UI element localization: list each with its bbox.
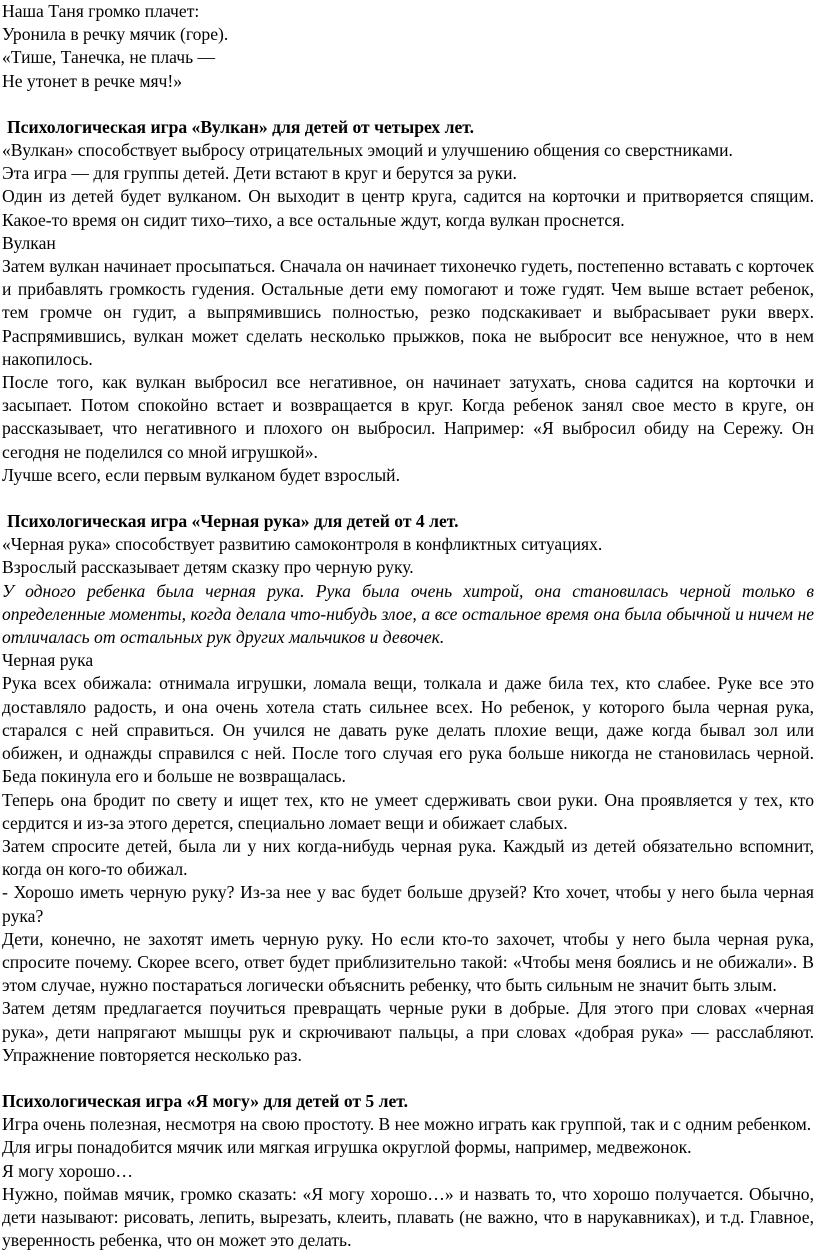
section-black-hand	[2, 510, 814, 1067]
paragraph: Я могу хорошо…	[2, 1160, 133, 1181]
section-heading: Психологическая игра «Черная рука» для детей от 4 лет.	[7, 511, 459, 532]
paragraph: Взрослый рассказывает детям сказку про черную руку.	[2, 557, 414, 578]
poem-line: Наша Таня громко плачет:	[2, 1, 200, 21]
paragraph: Один из детей будет вулканом. Он выходит в центр круга, садится на корточки и притворяется спящим. Какое-то время он сидит тихо–тихо, а все остальные ждут, когда вулкан проснется.	[2, 186, 814, 230]
poem-line: «Тише, Танечка, не плачь —	[2, 47, 216, 68]
spacer	[2, 487, 814, 510]
poem-line: Не утонет в речке мяч!»	[2, 70, 183, 91]
section-heading: Психологическая игра «Вулкан» для детей от четырех лет.	[7, 116, 475, 137]
section-heading: Психологическая игра «Я могу» для детей от 5 лет.	[2, 1090, 409, 1111]
tale-paragraph: У одного ребенка была черная рука. Рука была очень хитрой, она становилась черной только в определенные моменты, когда делала что-нибудь злое, а все остальное время она была обычной и ничем не отличалась от остальных рук других мальчиков и девочек.	[2, 580, 814, 648]
paragraph: Дети, конечно, не захотят иметь черную руку. Но если кто-то захочет, чтобы у него была черная рука, спросите почему. Скорее всего, ответ будет приблизительно такой: «Чтобы меня боялись и не обижали». В этом случае, нужно постараться логически объяснить ребенку, что быть сильным не значит быть злым.	[2, 928, 814, 996]
paragraph: Черная рука	[2, 650, 94, 671]
paragraph: Вулкан	[2, 232, 56, 253]
paragraph: «Вулкан» способствует выбросу отрицательных эмоций и улучшению общения со сверстниками.	[2, 140, 733, 161]
poem	[2, 0, 814, 93]
poem-line: Уронила в речку мячик (горе).	[2, 24, 229, 45]
paragraph: Нужно, поймав мячик, громко сказать: «Я могу хорошо…» и назвать то, что хорошо получается. Обычно, дети называют: рисовать, лепить, вырезать, клеить, плавать (не важно, что в нарукавниках), и т.д. Главное, уверенность ребенка, что он может это делать.	[2, 1183, 814, 1251]
paragraph: Затем вулкан начинает просыпаться. Сначала он начинает тихонечко гудеть, постепенно вставать с корточек и прибавлять громкость гудения. Остальные дети ему помогают и тоже гудят. Чем выше встает ребенок, тем громче он гудит, а выпрямившись полностью, резко подскакивает и выбрасывает руки вверх. Распрямившись, вулкан может сделать несколько прыжков, пока не выбросит все ненужное, что в нем накопилось.	[2, 256, 814, 369]
paragraph: «Черная рука» способствует развитию самоконтроля в конфликтных ситуациях.	[2, 534, 603, 555]
paragraph: Для игры понадобится мячик или мягкая игрушка округлой формы, например, медвежонок.	[2, 1137, 692, 1158]
paragraph: Затем спросите детей, была ли у них когда-нибудь черная рука. Каждый из детей обязательно вспомнит, когда он кого-то обижал.	[2, 835, 814, 880]
section-volcano	[2, 116, 814, 487]
paragraph: Эта игра — для группы детей. Дети встают в круг и берутся за руки.	[2, 163, 517, 184]
paragraph: Игра очень полезная, несмотря на свою простоту. В нее можно играть как группой, так и с одним ребенком.	[2, 1114, 812, 1135]
paragraph: - Хорошо иметь черную руку? Из-за нее у вас будет больше друзей? Кто хочет, чтобы у него была черная рука?	[2, 882, 814, 926]
paragraph: Затем детям предлагается поучиться превращать черные руки в добрые. Для этого при словах «черная рука», дети напрягают мышцы рук и скрючивают пальцы, а при словах «добрая рука» — расслабляют. Упражнение повторяется несколько раз.	[2, 998, 814, 1065]
paragraph: Рука всех обижала: отнимала игрушки, ломала вещи, толкала и даже била тех, кто слабее. Руке все это доставляло радость, и она очень хотела стать сильнее всех. Но ребенок, у которого была черная рука, старался с ней справиться. Он учился не давать руке делать плохие вещи, даже когда бывал зол или обижен, и однажды справился с ней. После того случая его рука больше никогда не становилась черной. Беда покинула его и больше не возвращалась.	[2, 673, 814, 787]
paragraph: Теперь она бродит по свету и ищет тех, кто не умеет сдерживать свои руки. Она проявляется у тех, кто сердится и из-за этого дерется, специально ломает вещи и обижает слабых.	[2, 789, 814, 833]
section-i-can	[2, 1090, 814, 1252]
spacer	[2, 93, 814, 116]
paragraph: Лучше всего, если первым вулканом будет взрослый.	[2, 464, 400, 485]
paragraph: После того, как вулкан выбросил все негативное, он начинает затухать, снова садится на корточки и засыпает. Потом спокойно встает и возвращается в круг. Когда ребенок занял свое место в круге, он рассказывает, что негативного и плохого он выбросил. Например: «Я выбросил обиду на Сережу. Он сегодня не поделился со мной игрушкой».	[2, 372, 814, 462]
spacer	[2, 1067, 814, 1090]
